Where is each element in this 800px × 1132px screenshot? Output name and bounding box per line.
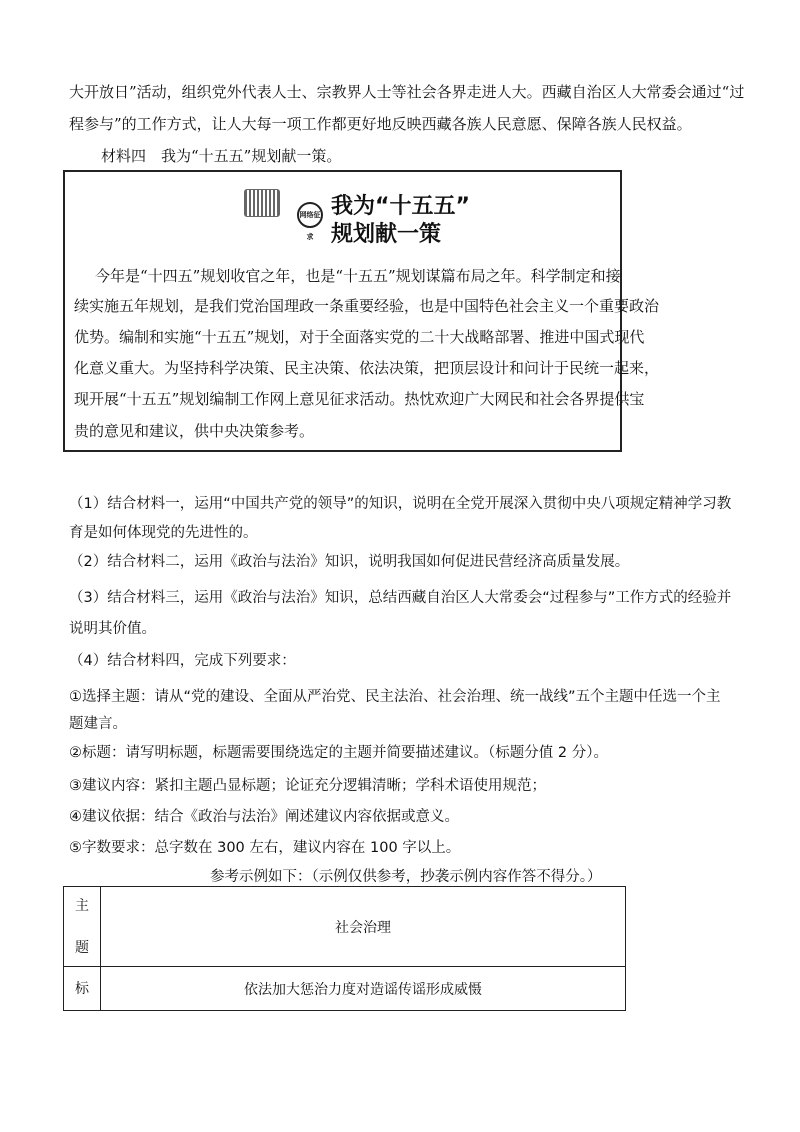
intro-line-2: 程参与”的工作方式，让人大每一项工作都更好地反映西藏各族人民意愿、保障各族人民权益。 [69,115,692,133]
example-caption: 参考示例如下：（示例仅供参考，抄袭示例内容作答不得分。） [210,869,602,885]
table-content-cell: 社会治理 [101,887,626,967]
box-body-line: 续实施五年规划，是我们党治国理政一条重要经验，也是中国特色社会主义一个重要政治 [74,297,660,315]
box-body-line: 今年是“十四五”规划收官之年，也是“十五五”规划谋篇布局之年。科学制定和接 [95,267,621,285]
intro-line-1: 大开放日”活动，组织党外代表人士、宗教界人士等社会各界走进人大。西藏自治区人大常委会通过“过 [69,83,745,101]
box-body-line: 化意义重大。为坚持科学决策、民主决策、依法决策，把顶层设计和问计于民统一起来， [74,359,660,377]
box-title-line-1: 我为“十五五” [331,194,470,219]
question-3-line-1: （3）结合材料三，运用《政治与法治》知识，总结西藏自治区人大常委会“过程参与”工作方式的经验并 [69,590,732,606]
online-solicitation-badge: 网络征求 [297,202,323,228]
table-head-char: 题 [75,939,89,956]
table-row [64,887,626,967]
box-body-line: 贵的意见和建议，供中央决策参考。 [74,422,315,440]
requirement-1-line-1: ①选择主题：请从“党的建设、全面从严治党、民主法治、社会治理、统一战线”五个主题中任选一个主 [69,689,721,705]
newspaper-logo-icon [244,189,280,217]
table-head-cell: 标 [64,967,101,1011]
table-content-cell: 依法加大惩治力度对造谣传谣形成威慑 [101,967,626,1011]
box-body-line: 优势。编制和实施“十五五”规划，对于全面落实党的二十大战略部署、推进中国式现代 [74,328,645,346]
requirement-1-line-2: 题建言。 [69,716,127,732]
requirement-4: ④建议依据：结合《政治与法治》阐述建议内容依据或意义。 [69,809,459,825]
requirement-2: ②标题：请写明标题，标题需要围绕选定的主题并简要描述建议。（标题分值 2 分）。 [69,745,608,761]
requirement-3: ③建议内容：紧扣主题凸显标题；论证充分逻辑清晰；学科术语使用规范； [69,778,546,794]
question-2: （2）结合材料二，运用《政治与法治》知识，说明我国如何促进民营经济高质量发展。 [69,554,630,570]
question-1-line-2: 育是如何体现党的先进性的。 [69,525,258,541]
table-head-cell [64,887,101,967]
material4-box [63,170,660,452]
material4-heading: 材料四 我为“十五五”规划献一策。 [101,147,342,165]
question-4: （4）结合材料四，完成下列要求： [69,653,296,669]
requirement-5: ⑤字数要求：总字数在 300 左右，建议内容在 100 字以上。 [69,840,461,856]
table-head-char: 主 [75,897,89,914]
box-body-line: 现开展“十五五”规划编制工作网上意见征求活动。热忱欢迎广大网民和社会各界提供宝 [74,390,645,408]
table-row [64,967,626,1011]
box-title-line-2: 规划献一策 [331,222,442,247]
question-3-line-2: 说明其价值。 [69,621,156,637]
example-table [63,886,626,1011]
question-1-line-1: （1）结合材料一，运用“中国共产党的领导”的知识，说明在全党开展深入贯彻中央八项规定精神学习教 [69,496,732,512]
